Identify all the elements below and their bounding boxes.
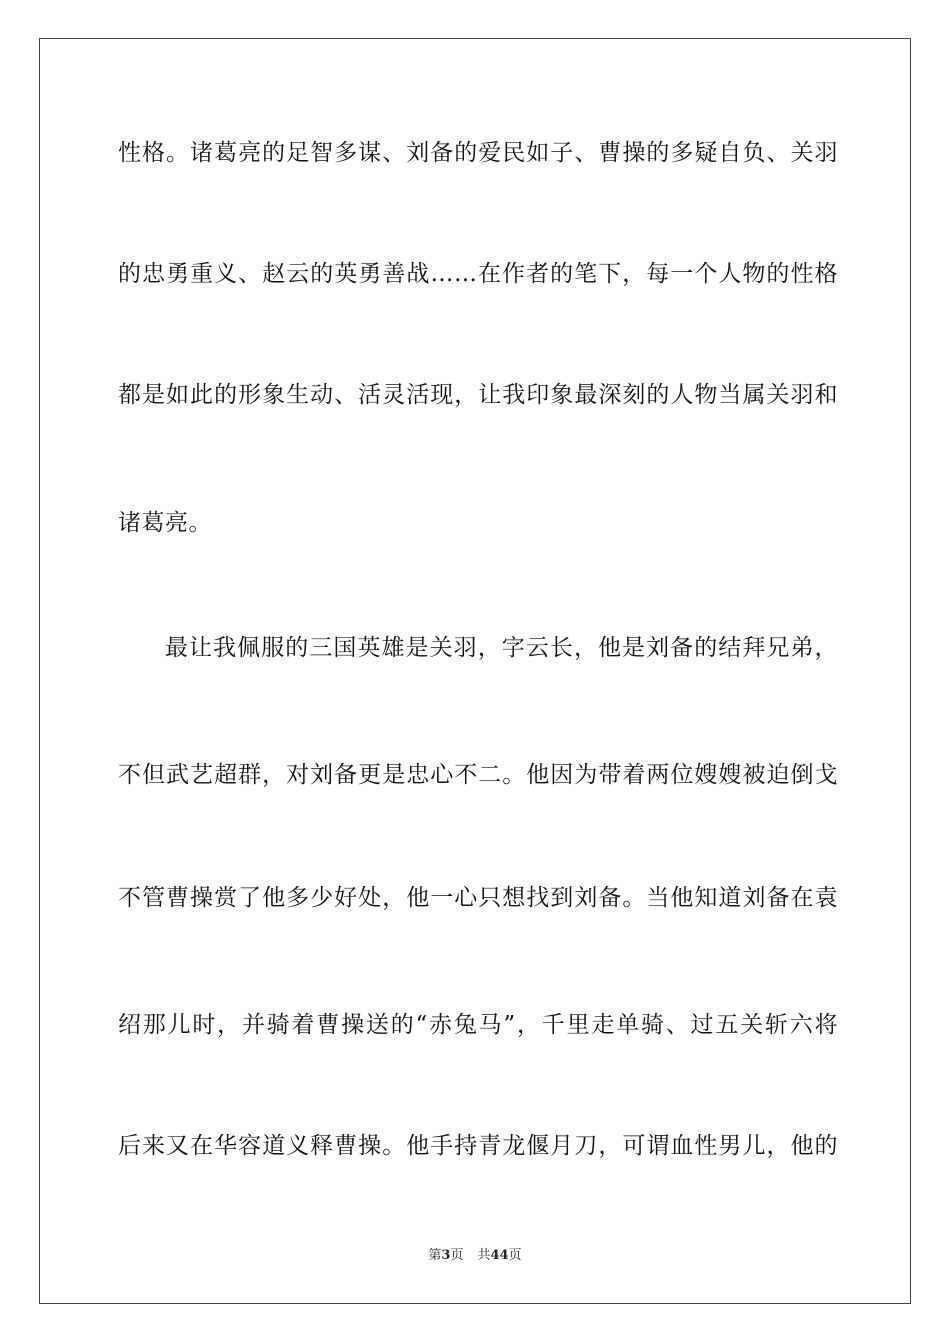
footer-total-suffix: 页 (508, 1248, 522, 1263)
body-line-9: 后来又在华容道义释曹操。他手持青龙偃月刀，可谓血性男儿，他的 (118, 1133, 838, 1159)
body-line-7: 不管曹操赏了他多少好处，他一心只想找到刘备。当他知道刘备在袁 (118, 885, 838, 911)
body-line-5: 最让我佩服的三国英雄是关羽，字云长，他是刘备的结拜兄弟， (165, 635, 838, 661)
body-line-8: 绍那儿时，并骑着曹操送的“赤兔马”，千里走单骑、过五关斩六将 (118, 1012, 838, 1038)
page-border (39, 38, 911, 1304)
body-line-1: 性格。诸葛亮的足智多谋、刘备的爱民如子、曹操的多疑自负、关羽 (118, 140, 838, 166)
page-footer (0, 1247, 950, 1265)
body-line-3: 都是如此的形象生动、活灵活现，让我印象最深刻的人物当属关羽和 (118, 382, 838, 408)
footer-total-pages: 44 (490, 1248, 509, 1263)
footer-page-prefix: 第 (428, 1248, 442, 1263)
footer-page-number: 3 (441, 1248, 451, 1263)
body-line-6: 不但武艺超群，对刘备更是忠心不二。他因为带着两位嫂嫂被迫倒戈 (118, 762, 838, 788)
footer-page-suffix: 页 (450, 1248, 464, 1263)
body-line-2: 的忠勇重义、赵云的英勇善战……在作者的笔下，每一个人物的性格 (118, 261, 838, 287)
footer-total-prefix: 共 (477, 1248, 491, 1263)
body-line-4: 诸葛亮。 (118, 510, 212, 536)
